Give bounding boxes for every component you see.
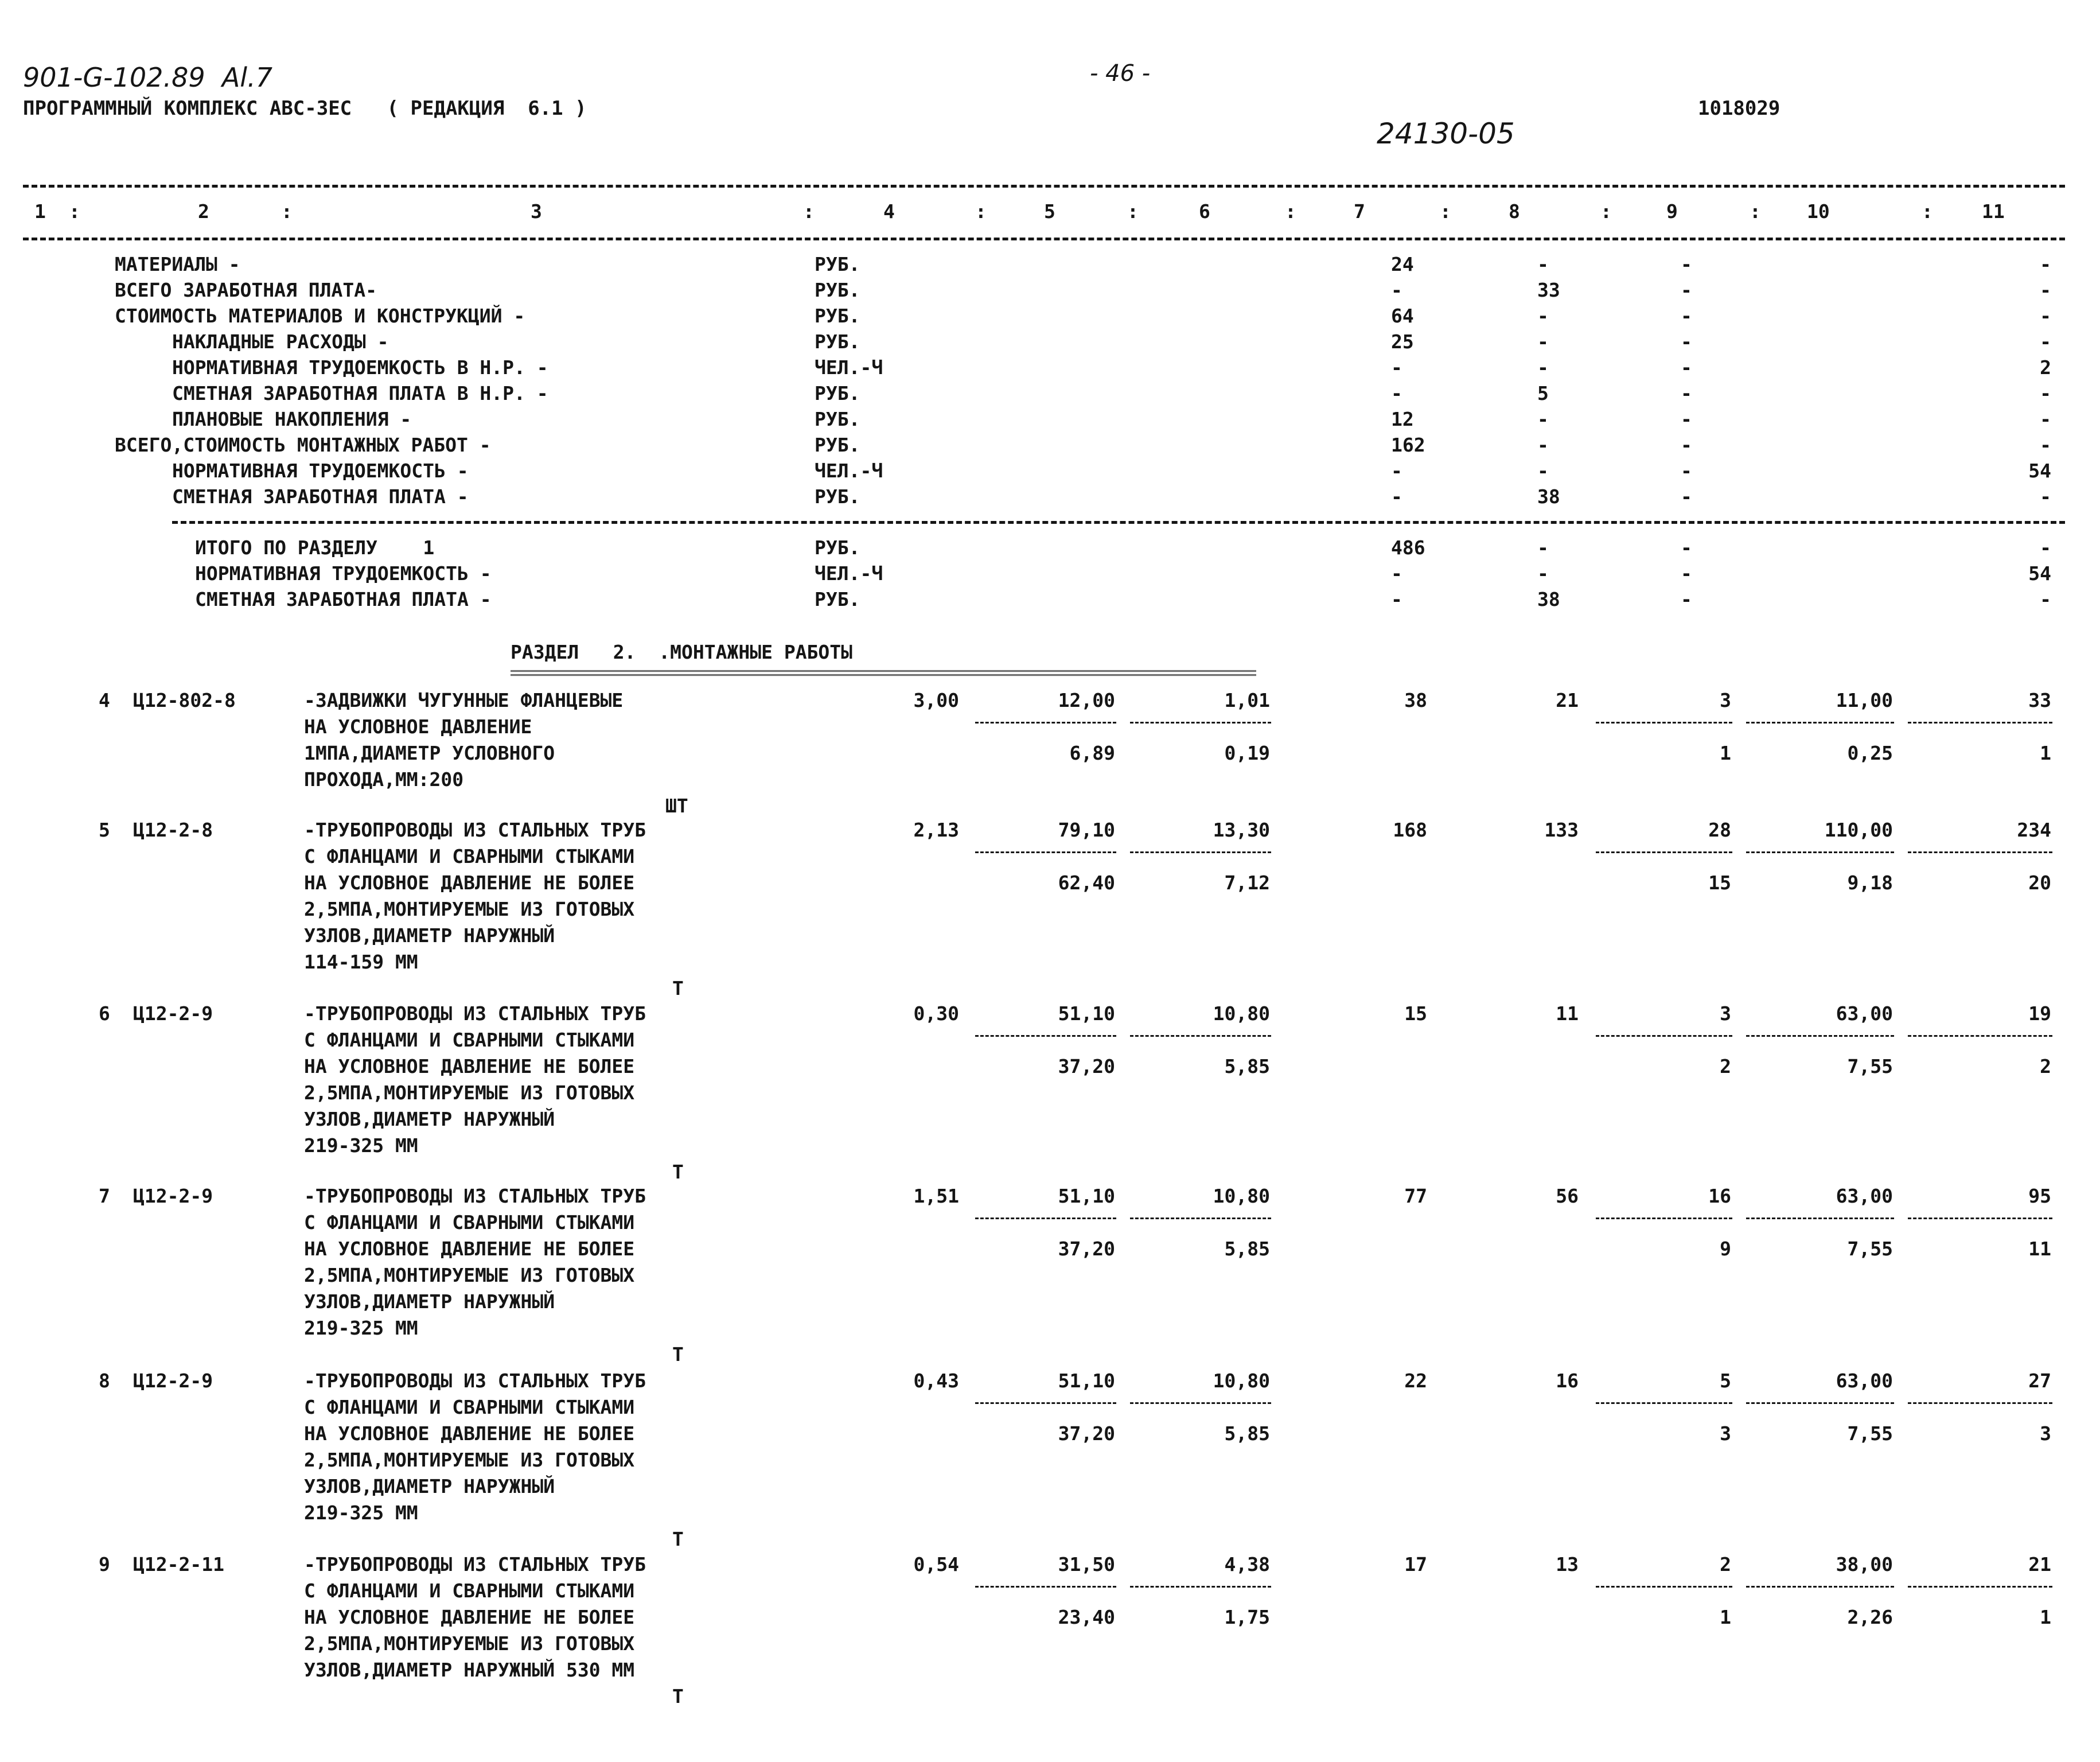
summary-col9: -	[1681, 485, 1692, 508]
summary-col11: 54	[2028, 460, 2051, 482]
item-description-line: 219-325 ММ	[304, 1134, 418, 1157]
item-col9-lower: 1	[1720, 1606, 1731, 1628]
item-col11-lower: 3	[2040, 1422, 2051, 1445]
summary-col9: -	[1681, 382, 1692, 404]
document-number: 1018029	[1698, 97, 1780, 120]
item-description-line: НА УСЛОВНОЕ ДАВЛЕНИЕ НЕ БОЛЕЕ	[304, 872, 635, 894]
item-code: Ц12-2-9	[133, 1002, 213, 1025]
item-number: 6	[99, 1002, 110, 1025]
item-col4: 0,54	[913, 1553, 959, 1576]
item-col9: 3	[1720, 1002, 1731, 1025]
totals-col9: -	[1681, 562, 1692, 585]
column-header-4: 4	[883, 200, 895, 223]
summary-label: ВСЕГО ЗАРАБОТНАЯ ПЛАТА-	[115, 279, 377, 301]
summary-label: НАКЛАДНЫЕ РАСХОДЫ -	[172, 330, 389, 353]
item-col6: 13,30	[1213, 819, 1270, 841]
cell-divider	[1746, 1218, 1894, 1219]
item-code: Ц12-802-8	[133, 689, 236, 711]
handwritten-doc-number: 24130-05	[1377, 117, 1515, 150]
column-separator: :	[1922, 200, 1933, 223]
item-col5-lower: 62,40	[1058, 872, 1115, 894]
item-col10: 63,00	[1836, 1370, 1893, 1392]
summary-col7: -	[1391, 279, 1402, 301]
summary-col8: -	[1537, 253, 1549, 275]
summary-col8: 38	[1537, 485, 1560, 508]
summary-col8: 33	[1537, 279, 1560, 301]
item-col10: 11,00	[1836, 689, 1893, 711]
totals-col11: -	[2040, 536, 2051, 559]
item-col11-lower: 20	[2028, 872, 2051, 894]
item-description-line: УЗЛОВ,ДИАМЕТР НАРУЖНЫЙ	[304, 1108, 555, 1130]
item-code: Ц12-2-11	[133, 1553, 224, 1576]
item-col9-lower: 1	[1720, 742, 1731, 764]
totals-col8: 38	[1537, 588, 1560, 610]
totals-label: ИТОГО ПО РАЗДЕЛУ 1	[195, 536, 435, 559]
item-description-line: С ФЛАНЦАМИ И СВАРНЫМИ СТЫКАМИ	[304, 1211, 635, 1234]
item-col6: 4,38	[1224, 1553, 1270, 1576]
item-col7: 38	[1404, 689, 1427, 711]
cell-divider	[1130, 1586, 1271, 1588]
summary-col8: -	[1537, 408, 1549, 430]
item-col9-lower: 15	[1708, 872, 1731, 894]
item-description-line: -ТРУБОПРОВОДЫ ИЗ СТАЛЬНЫХ ТРУБ	[304, 1553, 646, 1576]
item-col10: 38,00	[1836, 1553, 1893, 1576]
item-col7: 17	[1404, 1553, 1427, 1576]
item-col11: 95	[2028, 1185, 2051, 1207]
item-col4: 3,00	[913, 689, 959, 711]
summary-label: ПЛАНОВЫЕ НАКОПЛЕНИЯ -	[172, 408, 412, 430]
item-col10: 63,00	[1836, 1185, 1893, 1207]
column-header-6: 6	[1199, 200, 1210, 223]
cell-divider	[1130, 1402, 1271, 1404]
item-col9: 3	[1720, 689, 1731, 711]
item-col5-lower: 37,20	[1058, 1055, 1115, 1078]
item-unit: Т	[672, 1685, 684, 1707]
item-col5-lower: 23,40	[1058, 1606, 1115, 1628]
item-number: 5	[99, 819, 110, 841]
item-description-line: НА УСЛОВНОЕ ДАВЛЕНИЕ НЕ БОЛЕЕ	[304, 1422, 635, 1445]
item-description-line: -ТРУБОПРОВОДЫ ИЗ СТАЛЬНЫХ ТРУБ	[304, 819, 646, 841]
program-title: ПРОГРАММНЫЙ КОМПЛЕКС АВС-3ЕС ( РЕДАКЦИЯ 6.1 )	[23, 97, 587, 120]
summary-unit: РУБ.	[815, 382, 860, 404]
cell-divider	[1746, 722, 1894, 724]
cell-divider	[1596, 1402, 1732, 1404]
item-col10-lower: 9,18	[1847, 872, 1893, 894]
item-col8: 21	[1556, 689, 1579, 711]
cell-divider	[1908, 851, 2052, 853]
summary-label: ВСЕГО,СТОИМОСТЬ МОНТАЖНЫХ РАБОТ -	[115, 434, 491, 456]
item-description-line: ПРОХОДА,ММ:200	[304, 768, 464, 791]
item-col6-lower: 1,75	[1224, 1606, 1270, 1628]
summary-unit: ЧЕЛ.-Ч	[815, 460, 883, 482]
cell-divider	[1908, 1218, 2052, 1219]
item-code: Ц12-2-9	[133, 1370, 213, 1392]
item-unit: ШТ	[665, 795, 688, 817]
column-separator: :	[1440, 200, 1451, 223]
column-header-7: 7	[1354, 200, 1365, 223]
item-unit: Т	[672, 1343, 684, 1366]
cell-divider	[1596, 1035, 1732, 1037]
item-col11: 21	[2028, 1553, 2051, 1576]
column-separator: :	[975, 200, 987, 223]
item-col5: 31,50	[1058, 1553, 1115, 1576]
item-col7: 168	[1393, 819, 1427, 841]
cell-divider	[1596, 722, 1732, 724]
header-bottom-rule	[23, 238, 2065, 240]
cell-divider	[1746, 1402, 1894, 1404]
item-col8: 16	[1556, 1370, 1579, 1392]
item-description-line: НА УСЛОВНОЕ ДАВЛЕНИЕ НЕ БОЛЕЕ	[304, 1055, 635, 1078]
item-col9: 2	[1720, 1553, 1731, 1576]
summary-col8: -	[1537, 330, 1549, 353]
summary-col9: -	[1681, 408, 1692, 430]
totals-unit: РУБ.	[815, 536, 860, 559]
header-top-rule	[23, 185, 2065, 188]
item-description-line: НА УСЛОВНОЕ ДАВЛЕНИЕ НЕ БОЛЕЕ	[304, 1606, 635, 1628]
summary-col9: -	[1681, 253, 1692, 275]
summary-col11: -	[2040, 330, 2051, 353]
item-description-line: -ЗАДВИЖКИ ЧУГУННЫЕ ФЛАНЦЕВЫЕ	[304, 689, 624, 711]
item-col7: 77	[1404, 1185, 1427, 1207]
summary-unit: РУБ.	[815, 279, 860, 301]
summary-col9: -	[1681, 330, 1692, 353]
summary-col11: -	[2040, 305, 2051, 327]
summary-col11: -	[2040, 434, 2051, 456]
cell-divider	[1596, 1218, 1732, 1219]
summary-col9: -	[1681, 356, 1692, 379]
item-unit: Т	[672, 1528, 684, 1550]
column-header-5: 5	[1044, 200, 1055, 223]
item-col6-lower: 5,85	[1224, 1422, 1270, 1445]
item-description-line: УЗЛОВ,ДИАМЕТР НАРУЖНЫЙ	[304, 1475, 555, 1497]
item-col5: 51,10	[1058, 1370, 1115, 1392]
item-description-line: 2,5МПА,МОНТИРУЕМЫЕ ИЗ ГОТОВЫХ	[304, 898, 635, 920]
item-col4: 2,13	[913, 819, 959, 841]
item-number: 8	[99, 1370, 110, 1392]
cell-divider	[1596, 851, 1732, 853]
column-separator: :	[1600, 200, 1612, 223]
totals-col7: -	[1391, 588, 1402, 610]
cell-divider	[975, 1402, 1116, 1404]
column-header-8: 8	[1509, 200, 1520, 223]
item-col6-lower: 7,12	[1224, 872, 1270, 894]
item-description-line: УЗЛОВ,ДИАМЕТР НАРУЖНЫЙ	[304, 1290, 555, 1313]
item-code: Ц12-2-8	[133, 819, 213, 841]
totals-col7: -	[1391, 562, 1402, 585]
totals-unit: РУБ.	[815, 588, 860, 610]
cell-divider	[1908, 722, 2052, 724]
summary-unit: РУБ.	[815, 305, 860, 327]
cell-divider	[1596, 1586, 1732, 1588]
column-separator: :	[281, 200, 293, 223]
summary-col11: -	[2040, 485, 2051, 508]
item-description-line: 2,5МПА,МОНТИРУЕМЫЕ ИЗ ГОТОВЫХ	[304, 1632, 635, 1655]
column-separator: :	[1127, 200, 1139, 223]
item-col11-lower: 11	[2028, 1238, 2051, 1260]
item-description-line: 2,5МПА,МОНТИРУЕМЫЕ ИЗ ГОТОВЫХ	[304, 1264, 635, 1286]
item-col8: 11	[1556, 1002, 1579, 1025]
cell-divider	[1746, 851, 1894, 853]
item-description-line: 114-159 ММ	[304, 951, 418, 973]
summary-col8: 5	[1537, 382, 1549, 404]
cell-divider	[975, 1035, 1116, 1037]
cell-divider	[1130, 1218, 1271, 1219]
summary-label: СТОИМОСТЬ МАТЕРИАЛОВ И КОНСТРУКЦИЙ -	[115, 305, 525, 327]
summary-col7: -	[1391, 382, 1402, 404]
item-col4: 0,43	[913, 1370, 959, 1392]
summary-unit: РУБ.	[815, 330, 860, 353]
summary-col11: -	[2040, 382, 2051, 404]
cell-divider	[1130, 1035, 1271, 1037]
item-col9: 28	[1708, 819, 1731, 841]
totals-label: СМЕТНАЯ ЗАРАБОТНАЯ ПЛАТА -	[195, 588, 492, 610]
totals-col7: 486	[1391, 536, 1425, 559]
summary-col7: 25	[1391, 330, 1414, 353]
item-description-line: -ТРУБОПРОВОДЫ ИЗ СТАЛЬНЫХ ТРУБ	[304, 1002, 646, 1025]
totals-col9: -	[1681, 588, 1692, 610]
section-underline	[511, 670, 1256, 676]
column-header-3: 3	[531, 200, 542, 223]
cell-divider	[1908, 1402, 2052, 1404]
item-col8: 133	[1544, 819, 1579, 841]
totals-label: НОРМАТИВНАЯ ТРУДОЕМКОСТЬ -	[195, 562, 492, 585]
cell-divider	[975, 722, 1116, 724]
item-description-line: -ТРУБОПРОВОДЫ ИЗ СТАЛЬНЫХ ТРУБ	[304, 1370, 646, 1392]
cell-divider	[1130, 851, 1271, 853]
cell-divider	[975, 1586, 1116, 1588]
item-col11: 33	[2028, 689, 2051, 711]
summary-col9: -	[1681, 305, 1692, 327]
column-separator: :	[1285, 200, 1296, 223]
summary-col7: 12	[1391, 408, 1414, 430]
handwritten-code: 901-G-102.89 Al.7	[23, 62, 272, 93]
item-col9: 16	[1708, 1185, 1731, 1207]
page-number: - 46 -	[1090, 60, 1151, 87]
item-col10-lower: 0,25	[1847, 742, 1893, 764]
item-col11-lower: 1	[2040, 1606, 2051, 1628]
item-number: 9	[99, 1553, 110, 1576]
item-col6-lower: 5,85	[1224, 1055, 1270, 1078]
cell-divider	[1746, 1586, 1894, 1588]
item-col10-lower: 7,55	[1847, 1422, 1893, 1445]
summary-col9: -	[1681, 279, 1692, 301]
item-description-line: НА УСЛОВНОЕ ДАВЛЕНИЕ	[304, 715, 532, 738]
item-col8: 56	[1556, 1185, 1579, 1207]
item-description-line: С ФЛАНЦАМИ И СВАРНЫМИ СТЫКАМИ	[304, 1029, 635, 1051]
item-description-line: УЗЛОВ,ДИАМЕТР НАРУЖНЫЙ	[304, 924, 555, 947]
item-description-line: НА УСЛОВНОЕ ДАВЛЕНИЕ НЕ БОЛЕЕ	[304, 1238, 635, 1260]
summary-col11: -	[2040, 279, 2051, 301]
summary-col11: -	[2040, 408, 2051, 430]
item-col7: 15	[1404, 1002, 1427, 1025]
item-unit: Т	[672, 977, 684, 999]
item-description-line: -ТРУБОПРОВОДЫ ИЗ СТАЛЬНЫХ ТРУБ	[304, 1185, 646, 1207]
item-col6: 10,80	[1213, 1370, 1270, 1392]
totals-col11: 54	[2028, 562, 2051, 585]
item-col11-lower: 2	[2040, 1055, 2051, 1078]
item-number: 4	[99, 689, 110, 711]
item-col10: 110,00	[1824, 819, 1893, 841]
cell-divider	[1746, 1035, 1894, 1037]
item-col9-lower: 2	[1720, 1055, 1731, 1078]
summary-col7: 162	[1391, 434, 1425, 456]
summary-label: МАТЕРИАЛЫ -	[115, 253, 240, 275]
item-description-line: 2,5МПА,МОНТИРУЕМЫЕ ИЗ ГОТОВЫХ	[304, 1449, 635, 1471]
cell-divider	[1908, 1035, 2052, 1037]
item-number: 7	[99, 1185, 110, 1207]
item-col5-lower: 37,20	[1058, 1238, 1115, 1260]
item-description-line: 1МПА,ДИАМЕТР УСЛОВНОГО	[304, 742, 555, 764]
item-col6: 10,80	[1213, 1002, 1270, 1025]
item-description-line: С ФЛАНЦАМИ И СВАРНЫМИ СТЫКАМИ	[304, 845, 635, 868]
summary-col8: -	[1537, 305, 1549, 327]
summary-label: НОРМАТИВНАЯ ТРУДОЕМКОСТЬ -	[172, 460, 469, 482]
column-header-10: 10	[1807, 200, 1830, 223]
summary-label: СМЕТНАЯ ЗАРАБОТНАЯ ПЛАТА -	[172, 485, 469, 508]
totals-col8: -	[1537, 536, 1549, 559]
column-header-1: 1	[34, 200, 46, 223]
item-code: Ц12-2-9	[133, 1185, 213, 1207]
item-description-line: УЗЛОВ,ДИАМЕТР НАРУЖНЫЙ 530 ММ	[304, 1659, 635, 1681]
column-separator: :	[69, 200, 80, 223]
item-col5: 79,10	[1058, 819, 1115, 841]
item-unit: Т	[672, 1161, 684, 1183]
item-col10-lower: 7,55	[1847, 1238, 1893, 1260]
item-col7: 22	[1404, 1370, 1427, 1392]
item-col10-lower: 7,55	[1847, 1055, 1893, 1078]
item-col6: 1,01	[1224, 689, 1270, 711]
item-col4: 0,30	[913, 1002, 959, 1025]
item-col5: 51,10	[1058, 1002, 1115, 1025]
summary-unit: РУБ.	[815, 485, 860, 508]
totals-unit: ЧЕЛ.-Ч	[815, 562, 883, 585]
item-col5-lower: 6,89	[1069, 742, 1115, 764]
summary-col11: 2	[2040, 356, 2051, 379]
totals-col8: -	[1537, 562, 1549, 585]
summary-unit: РУБ.	[815, 408, 860, 430]
column-separator: :	[803, 200, 815, 223]
item-col6: 10,80	[1213, 1185, 1270, 1207]
item-description-line: 2,5МПА,МОНТИРУЕМЫЕ ИЗ ГОТОВЫХ	[304, 1082, 635, 1104]
item-col11-lower: 1	[2040, 742, 2051, 764]
cell-divider	[1908, 1586, 2052, 1588]
summary-col8: -	[1537, 356, 1549, 379]
cell-divider	[1130, 722, 1271, 724]
summary-col9: -	[1681, 460, 1692, 482]
summary-col7: -	[1391, 460, 1402, 482]
cell-divider	[975, 851, 1116, 853]
item-col4: 1,51	[913, 1185, 959, 1207]
column-header-11: 11	[1982, 200, 2005, 223]
totals-col11: -	[2040, 588, 2051, 610]
item-col11: 19	[2028, 1002, 2051, 1025]
item-col5-lower: 37,20	[1058, 1422, 1115, 1445]
item-col11: 27	[2028, 1370, 2051, 1392]
summary-col8: -	[1537, 460, 1549, 482]
totals-col9: -	[1681, 536, 1692, 559]
item-col11: 234	[2017, 819, 2051, 841]
summary-unit: РУБ.	[815, 253, 860, 275]
totals-rule	[172, 521, 2065, 524]
item-col9-lower: 3	[1720, 1422, 1731, 1445]
summary-unit: РУБ.	[815, 434, 860, 456]
item-col10: 63,00	[1836, 1002, 1893, 1025]
item-col8: 13	[1556, 1553, 1579, 1576]
summary-unit: ЧЕЛ.-Ч	[815, 356, 883, 379]
summary-col11: -	[2040, 253, 2051, 275]
item-col5: 51,10	[1058, 1185, 1115, 1207]
item-col6-lower: 0,19	[1224, 742, 1270, 764]
item-description-line: С ФЛАНЦАМИ И СВАРНЫМИ СТЫКАМИ	[304, 1580, 635, 1602]
column-separator: :	[1750, 200, 1761, 223]
item-col9: 5	[1720, 1370, 1731, 1392]
summary-col7: -	[1391, 485, 1402, 508]
summary-col7: 24	[1391, 253, 1414, 275]
item-col5: 12,00	[1058, 689, 1115, 711]
summary-col7: -	[1391, 356, 1402, 379]
item-description-line: 219-325 ММ	[304, 1502, 418, 1524]
item-col6-lower: 5,85	[1224, 1238, 1270, 1260]
summary-col8: -	[1537, 434, 1549, 456]
column-header-2: 2	[198, 200, 209, 223]
summary-col7: 64	[1391, 305, 1414, 327]
item-col9-lower: 9	[1720, 1238, 1731, 1260]
item-description-line: С ФЛАНЦАМИ И СВАРНЫМИ СТЫКАМИ	[304, 1396, 635, 1418]
column-header-9: 9	[1666, 200, 1678, 223]
item-col10-lower: 2,26	[1847, 1606, 1893, 1628]
cell-divider	[975, 1218, 1116, 1219]
summary-label: СМЕТНАЯ ЗАРАБОТНАЯ ПЛАТА В Н.Р. -	[172, 382, 548, 404]
summary-label: НОРМАТИВНАЯ ТРУДОЕМКОСТЬ В Н.Р. -	[172, 356, 548, 379]
item-description-line: 219-325 ММ	[304, 1317, 418, 1339]
section-title: РАЗДЕЛ 2. .МОНТАЖНЫЕ РАБОТЫ	[511, 641, 853, 663]
summary-col9: -	[1681, 434, 1692, 456]
